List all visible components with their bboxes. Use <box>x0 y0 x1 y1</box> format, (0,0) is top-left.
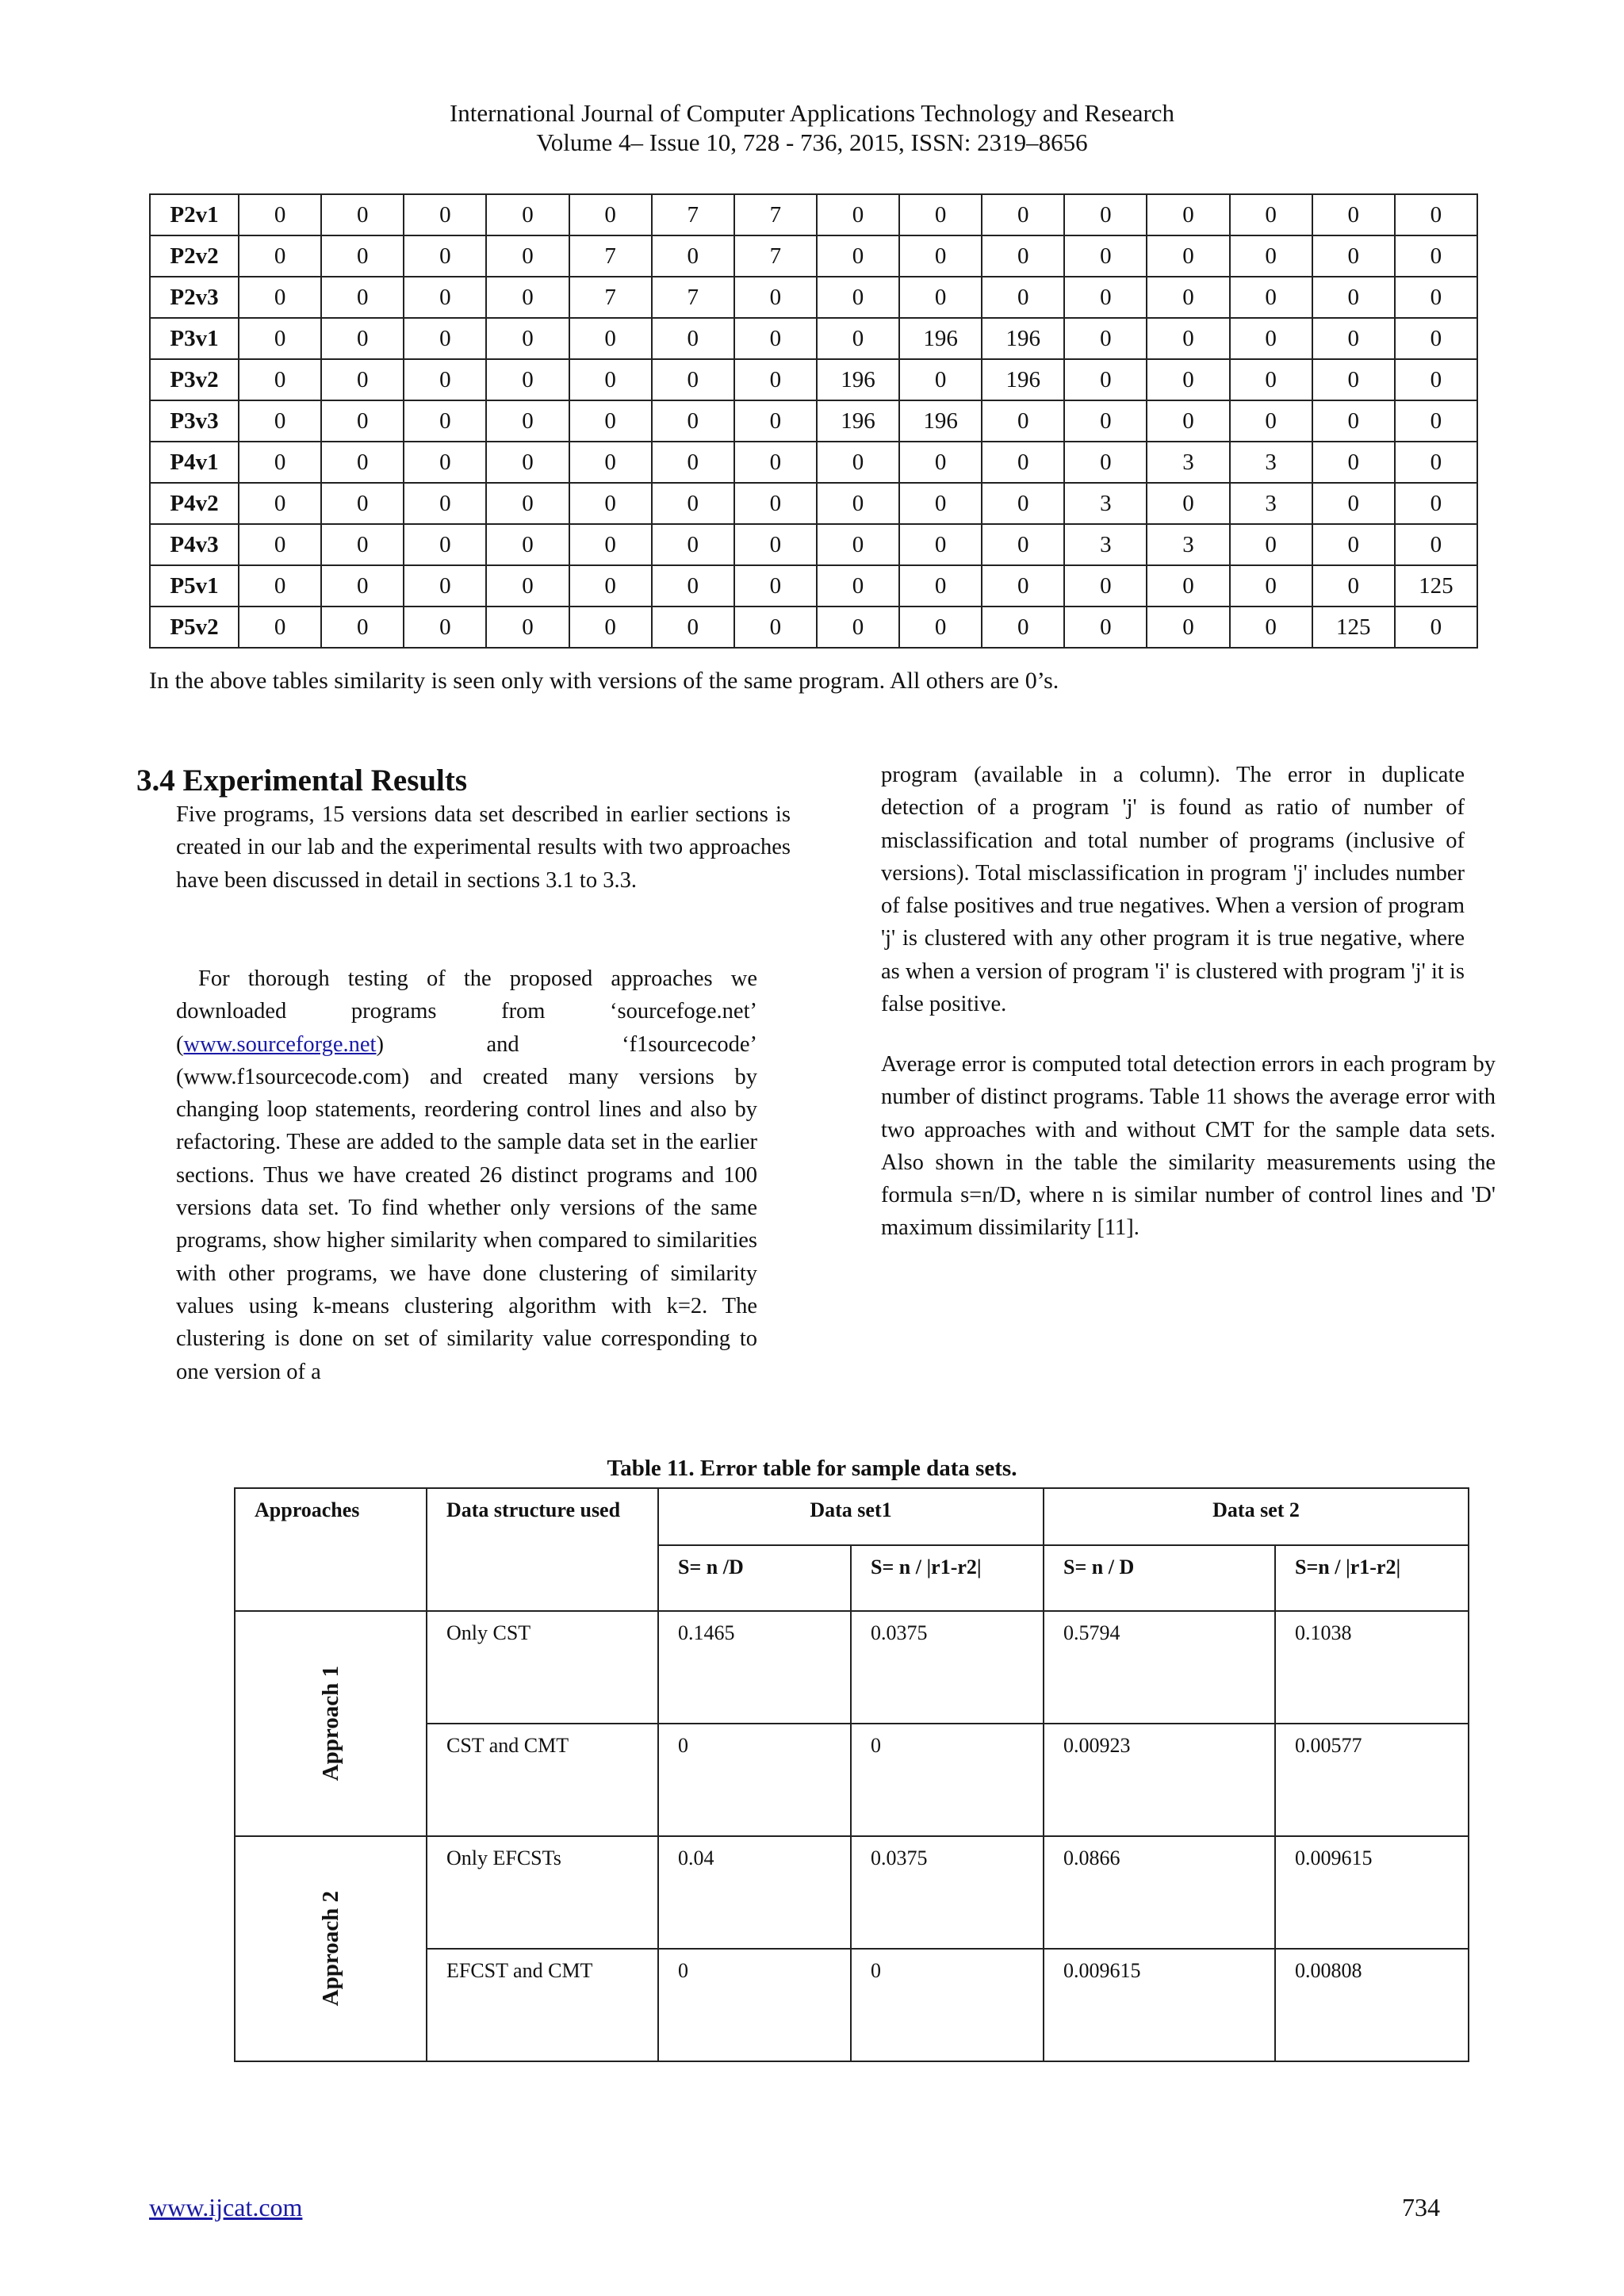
table-note: In the above tables similarity is seen only with versions of the same program. All others are 0’s. <box>149 668 1059 694</box>
table-cell: 7 <box>652 194 734 235</box>
table-cell: 0 <box>817 277 899 318</box>
table-cell: 196 <box>982 359 1064 400</box>
table-cell: 0 <box>321 235 404 277</box>
table-cell: 0 <box>1312 442 1395 483</box>
table-cell: 0 <box>1147 400 1229 442</box>
table-cell: 0 <box>1064 235 1147 277</box>
paragraph: Five programs, 15 versions data set described in earlier sections is created in our lab and the experimental results with two approaches have been discussed in detail in sections 3.1 to 3.3. <box>176 802 791 893</box>
table-cell: 196 <box>817 359 899 400</box>
table-cell: 0 <box>1395 318 1477 359</box>
table-cell: 0 <box>321 565 404 607</box>
table-cell: 3 <box>1064 483 1147 524</box>
value-cell: 0.009615 <box>1275 1836 1469 1949</box>
value-cell: 0.0866 <box>1044 1836 1275 1949</box>
table-cell: 0 <box>899 565 982 607</box>
table-cell: 0 <box>1395 483 1477 524</box>
header-data-set2: Data set 2 <box>1044 1488 1469 1545</box>
table-row <box>150 442 1477 483</box>
table-cell: 0 <box>899 607 982 648</box>
table-cell: 0 <box>239 235 321 277</box>
header-approaches: Approaches <box>235 1488 427 1611</box>
table-cell: 196 <box>982 318 1064 359</box>
table-cell: 0 <box>404 318 486 359</box>
table-cell: 0 <box>652 483 734 524</box>
table-cell: 0 <box>734 607 817 648</box>
structure-cell: EFCST and CMT <box>427 1949 658 2061</box>
table-cell: 0 <box>982 194 1064 235</box>
subheader: S= n / D <box>1044 1545 1275 1611</box>
table-cell: 0 <box>1395 400 1477 442</box>
table-cell: 3 <box>1064 524 1147 565</box>
paragraph: program (available in a column). The error in duplicate detection of a program 'j' is found as ratio of number of misclassification and total number of programs (inclusive of versions). Total misclassification in program 'j' includes number of false positives and true negatives. When a version of program 'j' is clustered with any other program it is true negative, where as when a version of program 'i' is clustered with program 'j' it is false positive. <box>881 763 1465 1017</box>
table-cell: 0 <box>486 442 569 483</box>
row-label: P4v1 <box>150 442 239 483</box>
table-cell: 0 <box>899 359 982 400</box>
table-cell: 0 <box>817 194 899 235</box>
journal-title: International Journal of Computer Applications Technology and Research <box>449 99 1175 127</box>
table-cell: 0 <box>817 442 899 483</box>
table-row <box>150 565 1477 607</box>
table-cell: 0 <box>1147 483 1229 524</box>
table-cell: 0 <box>321 483 404 524</box>
table-cell: 7 <box>569 277 652 318</box>
table-cell: 0 <box>569 524 652 565</box>
error-table <box>234 1487 1469 2062</box>
table-cell: 0 <box>652 400 734 442</box>
table-cell: 0 <box>1147 318 1229 359</box>
table-cell: 0 <box>1064 318 1147 359</box>
structure-cell: Only EFCSTs <box>427 1836 658 1949</box>
table-cell: 0 <box>404 194 486 235</box>
table-cell: 0 <box>569 359 652 400</box>
value-cell: 0.04 <box>658 1836 851 1949</box>
table-cell: 0 <box>1312 483 1395 524</box>
sourceforge-link[interactable]: www.sourceforge.net <box>183 1031 377 1057</box>
value-cell: 0.1465 <box>658 1611 851 1724</box>
table-cell: 0 <box>1312 359 1395 400</box>
table-cell: 0 <box>404 235 486 277</box>
page-number: 734 <box>1402 2193 1440 2221</box>
table-cell: 0 <box>899 235 982 277</box>
table-cell: 0 <box>486 235 569 277</box>
row-label: P2v3 <box>150 277 239 318</box>
table-cell: 0 <box>652 524 734 565</box>
table-cell: 0 <box>1395 359 1477 400</box>
table-cell: 0 <box>404 442 486 483</box>
subheader: S=n / |r1-r2| <box>1275 1545 1469 1611</box>
table-cell: 0 <box>734 442 817 483</box>
table-cell: 0 <box>1312 194 1395 235</box>
table-cell: 125 <box>1395 565 1477 607</box>
value-cell: 0.009615 <box>1044 1949 1275 2061</box>
paragraph <box>176 962 757 1388</box>
value-cell: 0 <box>851 1949 1044 2061</box>
table-cell: 196 <box>899 400 982 442</box>
value-cell: 0.1038 <box>1275 1611 1469 1724</box>
journal-header <box>0 98 1624 157</box>
table-cell: 0 <box>899 442 982 483</box>
table-cell: 0 <box>1064 607 1147 648</box>
table-cell: 7 <box>569 235 652 277</box>
table-cell: 0 <box>486 277 569 318</box>
table-cell: 0 <box>817 565 899 607</box>
value-cell: 0.5794 <box>1044 1611 1275 1724</box>
table-cell: 0 <box>569 400 652 442</box>
table-cell: 0 <box>321 359 404 400</box>
row-label: P3v3 <box>150 400 239 442</box>
table-cell: 0 <box>1064 400 1147 442</box>
table-cell: 196 <box>899 318 982 359</box>
table-cell: 0 <box>817 483 899 524</box>
structure-cell: Only CST <box>427 1611 658 1724</box>
table-cell: 0 <box>1230 524 1312 565</box>
table-cell: 0 <box>1395 607 1477 648</box>
table-cell: 0 <box>817 235 899 277</box>
table-cell: 0 <box>1230 194 1312 235</box>
table-cell: 0 <box>1312 524 1395 565</box>
table-cell: 3 <box>1230 442 1312 483</box>
table-cell: 0 <box>1147 277 1229 318</box>
table-cell: 0 <box>1064 442 1147 483</box>
table-cell: 0 <box>1312 565 1395 607</box>
table-cell: 0 <box>321 524 404 565</box>
table-cell: 196 <box>817 400 899 442</box>
table-cell: 0 <box>982 235 1064 277</box>
table-cell: 0 <box>817 524 899 565</box>
table-cell: 0 <box>652 442 734 483</box>
table-cell: 3 <box>1230 483 1312 524</box>
table-cell: 0 <box>982 565 1064 607</box>
value-cell: 0.00577 <box>1275 1724 1469 1836</box>
value-cell: 0.00923 <box>1044 1724 1275 1836</box>
table-cell: 3 <box>1147 442 1229 483</box>
table-cell: 0 <box>652 318 734 359</box>
table-cell: 0 <box>1064 565 1147 607</box>
table-row <box>150 318 1477 359</box>
table-row <box>150 359 1477 400</box>
table-cell: 0 <box>239 483 321 524</box>
footer-link[interactable]: www.ijcat.com <box>149 2193 303 2221</box>
table-cell: 0 <box>321 194 404 235</box>
header-structure: Data structure used <box>427 1488 658 1611</box>
journal-issue: Volume 4– Issue 10, 728 - 736, 2015, ISSN: 2319–8656 <box>536 128 1088 156</box>
table-cell: 0 <box>652 565 734 607</box>
table-cell: 0 <box>982 483 1064 524</box>
table-row <box>150 277 1477 318</box>
table-cell: 0 <box>1395 194 1477 235</box>
table-cell: 0 <box>404 565 486 607</box>
row-label: P4v2 <box>150 483 239 524</box>
table-cell: 0 <box>239 442 321 483</box>
table-cell: 0 <box>404 607 486 648</box>
table-cell: 7 <box>734 194 817 235</box>
section-heading: 3.4 Experimental Results <box>136 763 468 798</box>
table-cell: 0 <box>1147 235 1229 277</box>
table-cell: 0 <box>1064 359 1147 400</box>
table-row <box>150 483 1477 524</box>
table-cell: 3 <box>1147 524 1229 565</box>
table-cell: 0 <box>321 277 404 318</box>
value-cell: 0.0375 <box>851 1836 1044 1949</box>
table-cell: 0 <box>982 400 1064 442</box>
table-cell: 0 <box>569 318 652 359</box>
table-cell: 0 <box>486 524 569 565</box>
table-row <box>150 400 1477 442</box>
value-cell: 0.0375 <box>851 1611 1044 1724</box>
table-cell: 0 <box>321 442 404 483</box>
table-cell: 0 <box>404 483 486 524</box>
table-cell: 0 <box>652 607 734 648</box>
table-cell: 0 <box>734 277 817 318</box>
paragraph: Average error is computed total detection errors in each program by number of distinct programs. Table 11 shows the average error with two approaches with and without CMT for the sample data sets. Also shown in the table the similarity measurements using the formula s=n/D, where n is similar number of control lines and 'D' maximum dissimilarity [11]. <box>881 1052 1496 1241</box>
header-data-set1: Data set1 <box>658 1488 1044 1545</box>
table-cell: 0 <box>734 524 817 565</box>
table-cell: 0 <box>1312 235 1395 277</box>
table-cell: 0 <box>734 400 817 442</box>
approach-2-cell <box>235 1836 427 2061</box>
approach-label: Approach 1 <box>317 1666 343 1781</box>
table-cell: 0 <box>1230 235 1312 277</box>
row-label: P4v3 <box>150 524 239 565</box>
table-cell: 0 <box>982 442 1064 483</box>
table-cell: 0 <box>1395 235 1477 277</box>
table-cell: 0 <box>1312 277 1395 318</box>
table-cell: 0 <box>569 483 652 524</box>
table-cell: 0 <box>734 483 817 524</box>
table-cell: 0 <box>899 524 982 565</box>
row-label: P3v2 <box>150 359 239 400</box>
table-cell: 0 <box>1147 565 1229 607</box>
table-cell: 0 <box>569 442 652 483</box>
table-cell: 0 <box>404 359 486 400</box>
value-cell: 0 <box>851 1724 1044 1836</box>
table-cell: 0 <box>817 318 899 359</box>
table-cell: 0 <box>1395 524 1477 565</box>
table-cell: 0 <box>486 565 569 607</box>
value-cell: 0.00808 <box>1275 1949 1469 2061</box>
table-cell: 0 <box>1395 442 1477 483</box>
row-label: P5v1 <box>150 565 239 607</box>
table-cell: 0 <box>1312 318 1395 359</box>
table-cell: 0 <box>321 607 404 648</box>
table-cell: 0 <box>239 565 321 607</box>
table-cell: 0 <box>1395 277 1477 318</box>
table-cell: 0 <box>321 318 404 359</box>
table-cell: 0 <box>239 607 321 648</box>
table-cell: 0 <box>734 359 817 400</box>
table-cell: 0 <box>404 524 486 565</box>
row-label: P5v2 <box>150 607 239 648</box>
table-cell: 0 <box>404 277 486 318</box>
table-cell: 0 <box>652 359 734 400</box>
table-cell: 0 <box>486 318 569 359</box>
table-row <box>150 607 1477 648</box>
subheader: S= n /D <box>658 1545 851 1611</box>
approach-1-cell <box>235 1611 427 1836</box>
table-cell: 0 <box>1312 400 1395 442</box>
table-cell: 0 <box>239 194 321 235</box>
table-cell: 0 <box>1147 194 1229 235</box>
table-cell: 7 <box>734 235 817 277</box>
table-cell: 0 <box>239 277 321 318</box>
table-cell: 0 <box>1230 607 1312 648</box>
row-label: P2v1 <box>150 194 239 235</box>
row-label: P3v1 <box>150 318 239 359</box>
table-cell: 0 <box>486 400 569 442</box>
table-cell: 0 <box>486 607 569 648</box>
table-cell: 0 <box>982 524 1064 565</box>
table-cell: 0 <box>1147 607 1229 648</box>
table-cell: 0 <box>486 483 569 524</box>
approach-label: Approach 2 <box>317 1891 343 2007</box>
row-label: P2v2 <box>150 235 239 277</box>
similarity-table <box>149 193 1478 649</box>
table-cell: 0 <box>1230 318 1312 359</box>
table-cell: 0 <box>239 359 321 400</box>
structure-cell: CST and CMT <box>427 1724 658 1836</box>
table-caption: Table 11. Error table for sample data sets. <box>607 1456 1017 1481</box>
table-cell: 0 <box>1064 194 1147 235</box>
table-cell: 0 <box>1064 277 1147 318</box>
value-cell: 0 <box>658 1949 851 2061</box>
table-row <box>150 235 1477 277</box>
table-cell: 0 <box>1230 565 1312 607</box>
table-row <box>150 194 1477 235</box>
table-cell: 0 <box>899 483 982 524</box>
table-cell: 0 <box>486 194 569 235</box>
table-cell: 0 <box>899 194 982 235</box>
table-cell: 0 <box>569 607 652 648</box>
table-cell: 0 <box>734 565 817 607</box>
table-cell: 0 <box>486 359 569 400</box>
table-cell: 0 <box>239 318 321 359</box>
table-cell: 0 <box>899 277 982 318</box>
table-row <box>150 524 1477 565</box>
table-cell: 0 <box>817 607 899 648</box>
table-cell: 0 <box>569 565 652 607</box>
table-cell: 0 <box>569 194 652 235</box>
table-cell: 7 <box>652 277 734 318</box>
table-cell: 0 <box>982 607 1064 648</box>
paragraph-text: For thorough testing of the proposed approaches we downloaded programs from ‘sourcefoge.net’ ( <box>176 966 757 1057</box>
table-cell: 0 <box>1230 400 1312 442</box>
table-cell: 0 <box>1230 277 1312 318</box>
value-cell: 0 <box>658 1724 851 1836</box>
table-cell: 0 <box>1230 359 1312 400</box>
table-cell: 0 <box>734 318 817 359</box>
subheader: S= n / |r1-r2| <box>851 1545 1044 1611</box>
table-cell: 0 <box>239 524 321 565</box>
table-cell: 0 <box>652 235 734 277</box>
table-cell: 0 <box>239 400 321 442</box>
paragraph-text: ) and ‘f1sourcecode’ (www.f1sourcecode.com) and created many versions by changing loop statements, reordering control lines and also by refactoring. These are added to the sample data set in the earlier sections. Thus we have created 26 distinct programs and 100 versions data set. To find whether only versions of the same programs, show higher similarity when compared to similarities with other programs, we have done clustering of similarity values using k-means clustering algorithm with k=2. The clustering is done on set of similarity value corresponding to one version of a <box>176 1031 757 1384</box>
table-cell: 0 <box>1147 359 1229 400</box>
table-cell: 0 <box>404 400 486 442</box>
table-cell: 0 <box>321 400 404 442</box>
table-cell: 125 <box>1312 607 1395 648</box>
table-cell: 0 <box>982 277 1064 318</box>
